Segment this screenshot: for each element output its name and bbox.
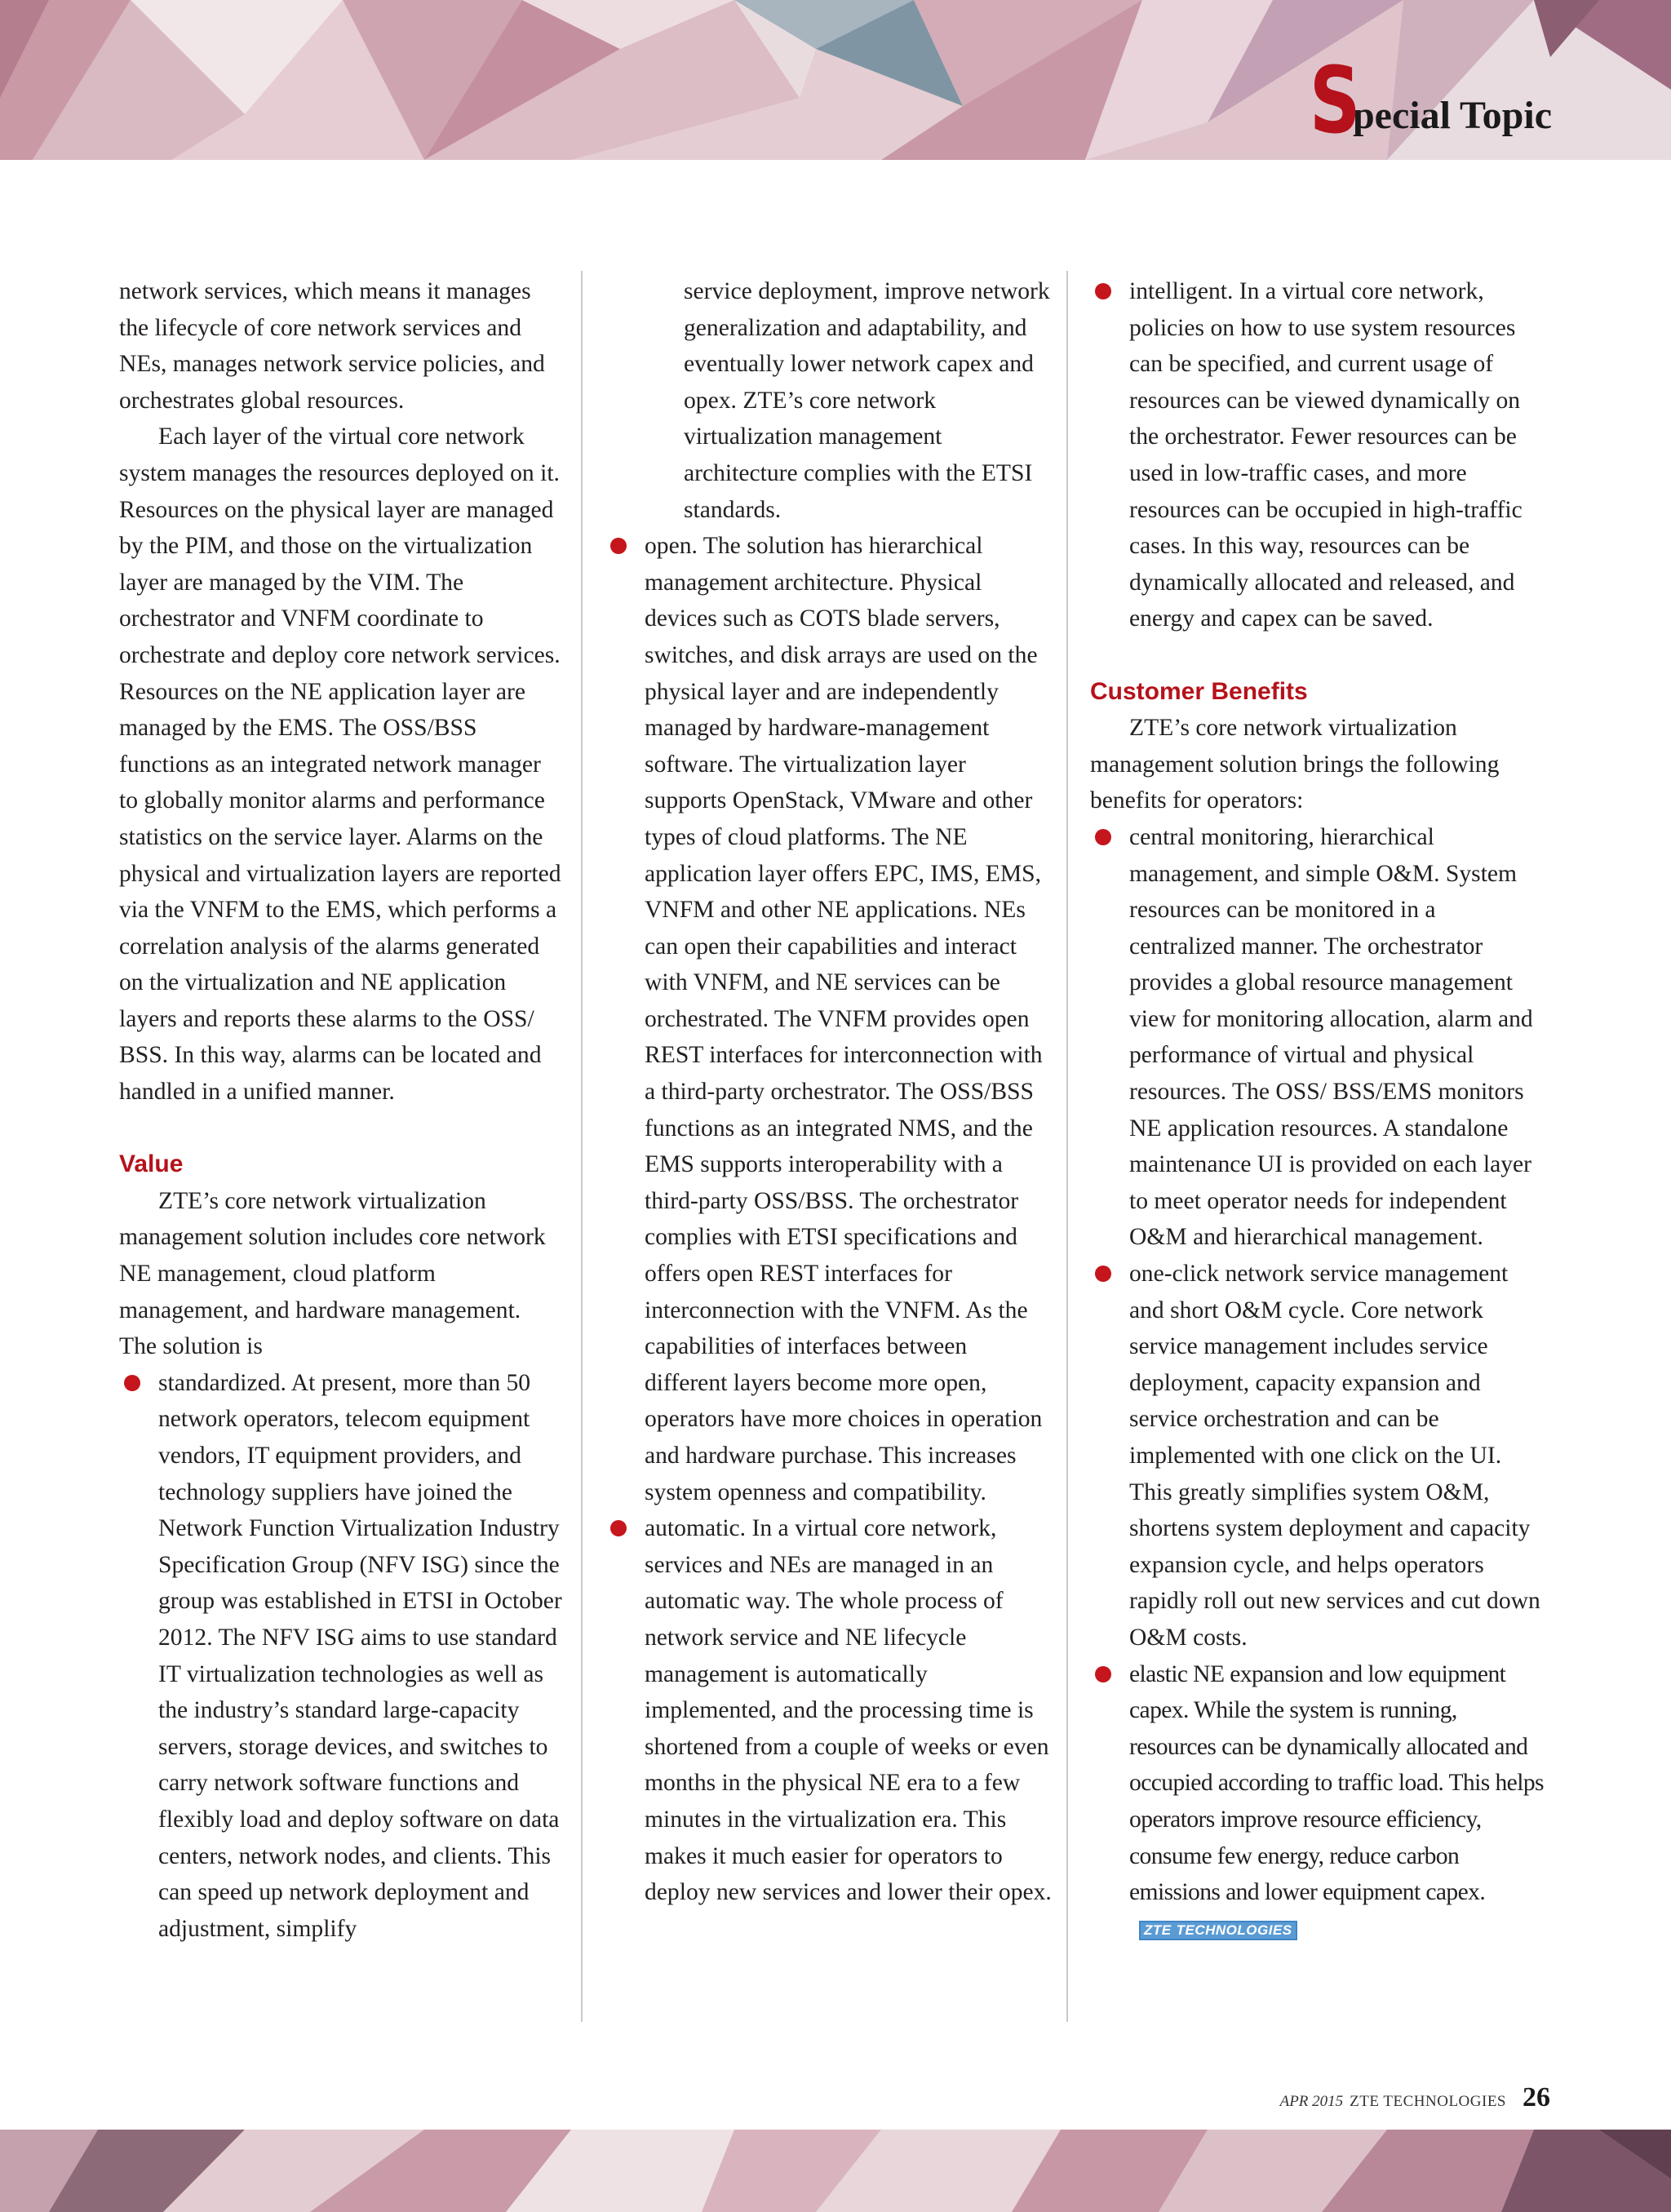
section-title-text: pecial Topic [1352, 94, 1552, 137]
footer-banner [0, 2130, 1671, 2212]
paragraph: network services, which means it manages the lifecycle of core network services and NEs, manages network service policies, and orchestrates global resources. [119, 278, 545, 414]
issue-date: APR 2015 [1279, 2093, 1344, 2110]
bullet-item [1090, 1656, 1547, 1948]
bullet-item: automatic. In a virtual core network, services and NEs are managed in an automatic way. The whole process of network service and NE lifecycle management is automatically implemented, and the processing time is shortened from a couple of weeks or even months in the physical NE era to a few minutes in the virtualization era. This makes it much easier for operators to deploy new services and lower their opex. [605, 1510, 1053, 1911]
section-heading-value: Value [119, 1150, 184, 1178]
column-3 [1090, 273, 1547, 1947]
page-number: 26 [1523, 2082, 1550, 2112]
paragraph: service deployment, improve network generalization and adaptability, and eventually lower network capex and opex. ZTE’s core network virtualization management architecture complies with the ETSI standards. [684, 278, 1050, 523]
publication-name: ZTE TECHNOLOGIES [1350, 2093, 1506, 2110]
paragraph: ZTE’s core network virtualization management solution brings the following benefits for operators: [1090, 715, 1500, 814]
bullet-item: open. The solution has hierarchical management architecture. Physical devices such as COTS blade servers, switches, and disk arrays are used on the physical layer and are independently managed by hardware-management software. The virtualization layer supports OpenStack, VMware and other types of cloud platforms. The NE application layer offers EPC, IMS, EMS, VNFM and other NE applications. NEs can open their capabilities and interact with VNFM, and NE services can be orchestrated. The VNFM provides open REST interfaces for interconnection with a third-party orchestrator. The OSS/BSS functions as an integrated NMS, and the EMS supports interoperability with a third-party OSS/BSS. The orchestrator complies with ETSI specifications and offers open REST interfaces for interconnection with the VNFM. As the capabilities of interfaces between different layers become more open, operators have more choices in operation and hardware purchase. This increases system openness and compatibility. [605, 528, 1053, 1510]
section-title [1295, 48, 1552, 154]
column-divider [1066, 271, 1068, 2022]
column-divider [581, 271, 583, 2022]
zte-technologies-logo: ZTE TECHNOLOGIES [1139, 1921, 1297, 1940]
paragraph: ZTE’s core network virtualization management solution includes core network NE management, cloud platform management, and hardware management. The solution is [119, 1187, 546, 1360]
page-folio [1280, 2082, 1550, 2113]
bullet-item: central monitoring, hierarchical management, and simple O&M. System resources can be monitored in a centralized manner. The orchestrator provides a global resource management view for monitoring allocation, alarm and performance of virtual and physical resources. The OSS/ BSS/EMS monitors NE application resources. A standalone maintenance UI is provided on each layer to meet operator needs for independent O&M and hierarchical management. [1090, 819, 1547, 1256]
section-heading-customer-benefits: Customer Benefits [1090, 677, 1308, 705]
column-1 [119, 273, 563, 1947]
bullet-item: intelligent. In a virtual core network, policies on how to use system resources can be specified, and current usage of resources can be viewed dynamically on the orchestrator. Fewer resources can be used in low-traffic cases, and more resources can be occupied in high-traffic cases. In this way, resources can be dynamically allocated and released, and energy and capex can be saved. [1090, 273, 1547, 637]
section-title-initial: S [1310, 48, 1361, 154]
bullet-item: one-click network service management and short O&M cycle. Core network service management includes service deployment, capacity expansion and service orchestration and can be implemented with one click on the UI. This greatly simplifies system O&M, shortens system deployment and capacity expansion cycle, and helps operators rapidly roll out new services and cut down O&M costs. [1090, 1256, 1547, 1656]
paragraph: Each layer of the virtual core network system manages the resources deployed on it. Resources on the physical layer are managed by the PIM, and those on the virtualization layer are managed by the VIM. The orchestrator and VNFM coordinate to orchestrate and deploy core network services. Resources on the NE application layer are managed by the EMS. The OSS/BSS functions as an integrated network manager to globally monitor alarms and performance statistics on the service layer. Alarms on the physical and virtualization layers are reported via the VNFM to the EMS, which performs a correlation analysis of the alarms generated on the virtualization and NE application layers and reports these alarms to the OSS/ BSS. In this way, alarms can be located and handled in a unified manner. [119, 423, 561, 1106]
column-2 [645, 273, 1053, 1911]
bullet-item: standardized. At present, more than 50 network operators, telecom equipment vendors, IT equipment providers, and technology suppliers have joined the Network Function Virtualization Industry Specification Group (NFV ISG) since the group was established in ETSI in October 2012. The NFV ISG aims to use standard IT virtualization technologies as well as the industry’s standard large-capacity servers, storage devices, and switches to carry network software functions and flexibly load and deploy software on data centers, network nodes, and clients. This can speed up network deployment and adjustment, simplify [119, 1365, 563, 1948]
bullet-text: elastic NE expansion and low equipment capex. While the system is running, resources can be dynamically allocated and occupied according to traffic load. This helps operators improve resource efficiency, consume few energy, reduce carbon emissions and lower equipment capex. [1129, 1660, 1544, 1906]
